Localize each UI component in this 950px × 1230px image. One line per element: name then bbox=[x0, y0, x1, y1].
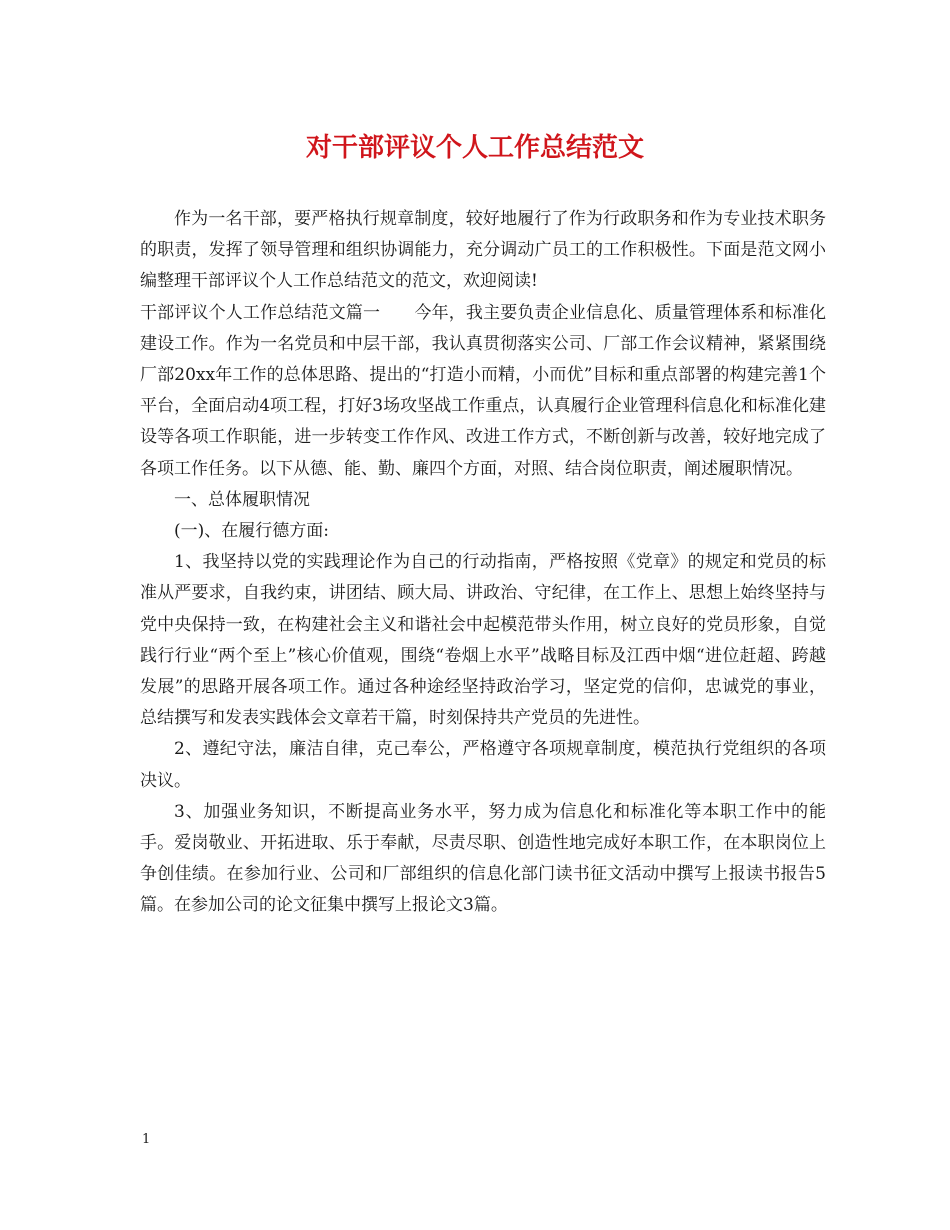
document-body bbox=[140, 204, 826, 922]
heading-overall-performance: 一、总体履职情况 bbox=[174, 489, 310, 510]
list-item-1: 1、我坚持以党的实践理论作为自己的行动指南，严格按照《党章》的规定和党员的标准从严要求，自我约束，讲团结、顾大局、讲政治、守纪律，在工作上、思想上始终坚持与党中央保持一致，在构建社会主义和谐社会中起模范带头作用，树立良好的党员形象，自觉践行行业“两个至上”核心价值观，围绕“卷烟上水平”战略目标及江西中烟“进位赶超、跨越发展”的思路开展各项工作。通过各种途经坚持政治学习，坚定党的信仰，忠诚党的事业，总结撰写和发表实践体会文章若干篇，时刻保持共产党员的先进性。 bbox=[140, 552, 826, 729]
subheading-morality: (一)、在履行德方面: bbox=[174, 521, 329, 542]
document-title: 对干部评议个人工作总结范文 bbox=[305, 133, 644, 163]
page-number: 1 bbox=[142, 1132, 151, 1147]
list-item-3: 3、加强业务知识，不断提高业务水平，努力成为信息化和标准化等本职工作中的能手。爱岗敬业、开拓进取、乐于奉献，尽责尽职、创造性地完成好本职工作，在本职岗位上争创佳绩。在参加行业、公司和厂部组织的信息化部门读书征文活动中撰写上报读书报告5篇。在参加公司的论文征集中撰写上报论文3篇。 bbox=[140, 801, 826, 916]
intro-paragraph: 作为一名干部，要严格执行规章制度，较好地履行了作为行政职务和作为专业技术职务的职责，发挥了领导管理和组织协调能力，充分调动广员工的工作积极性。下面是范文网小编整理干部评议个人工作总结范文的范文，欢迎阅读! bbox=[140, 209, 826, 292]
section-paragraph-1: 干部评议个人工作总结范文篇一 今年，我主要负责企业信息化、质量管理体系和标准化建设工作。作为一名党员和中层干部，我认真贯彻落实公司、厂部工作会议精神，紧紧围绕厂部20xx年工作的总体思路、提出的“打造小而精，小而优”目标和重点部署的构建完善1个平台，全面启动4项工程，打好3场攻坚战工作重点，认真履行企业管理科信息化和标准化建设等各项工作职能，进一步转变工作作风、改进工作方式，不断创新与改善，较好地完成了各项工作任务。以下从德、能、勤、廉四个方面，对照、结合岗位职责，阐述履职情况。 bbox=[140, 302, 826, 479]
list-item-2: 2、遵纪守法，廉洁自律，克己奉公，严格遵守各项规章制度，模范执行党组织的各项决议。 bbox=[140, 739, 826, 791]
